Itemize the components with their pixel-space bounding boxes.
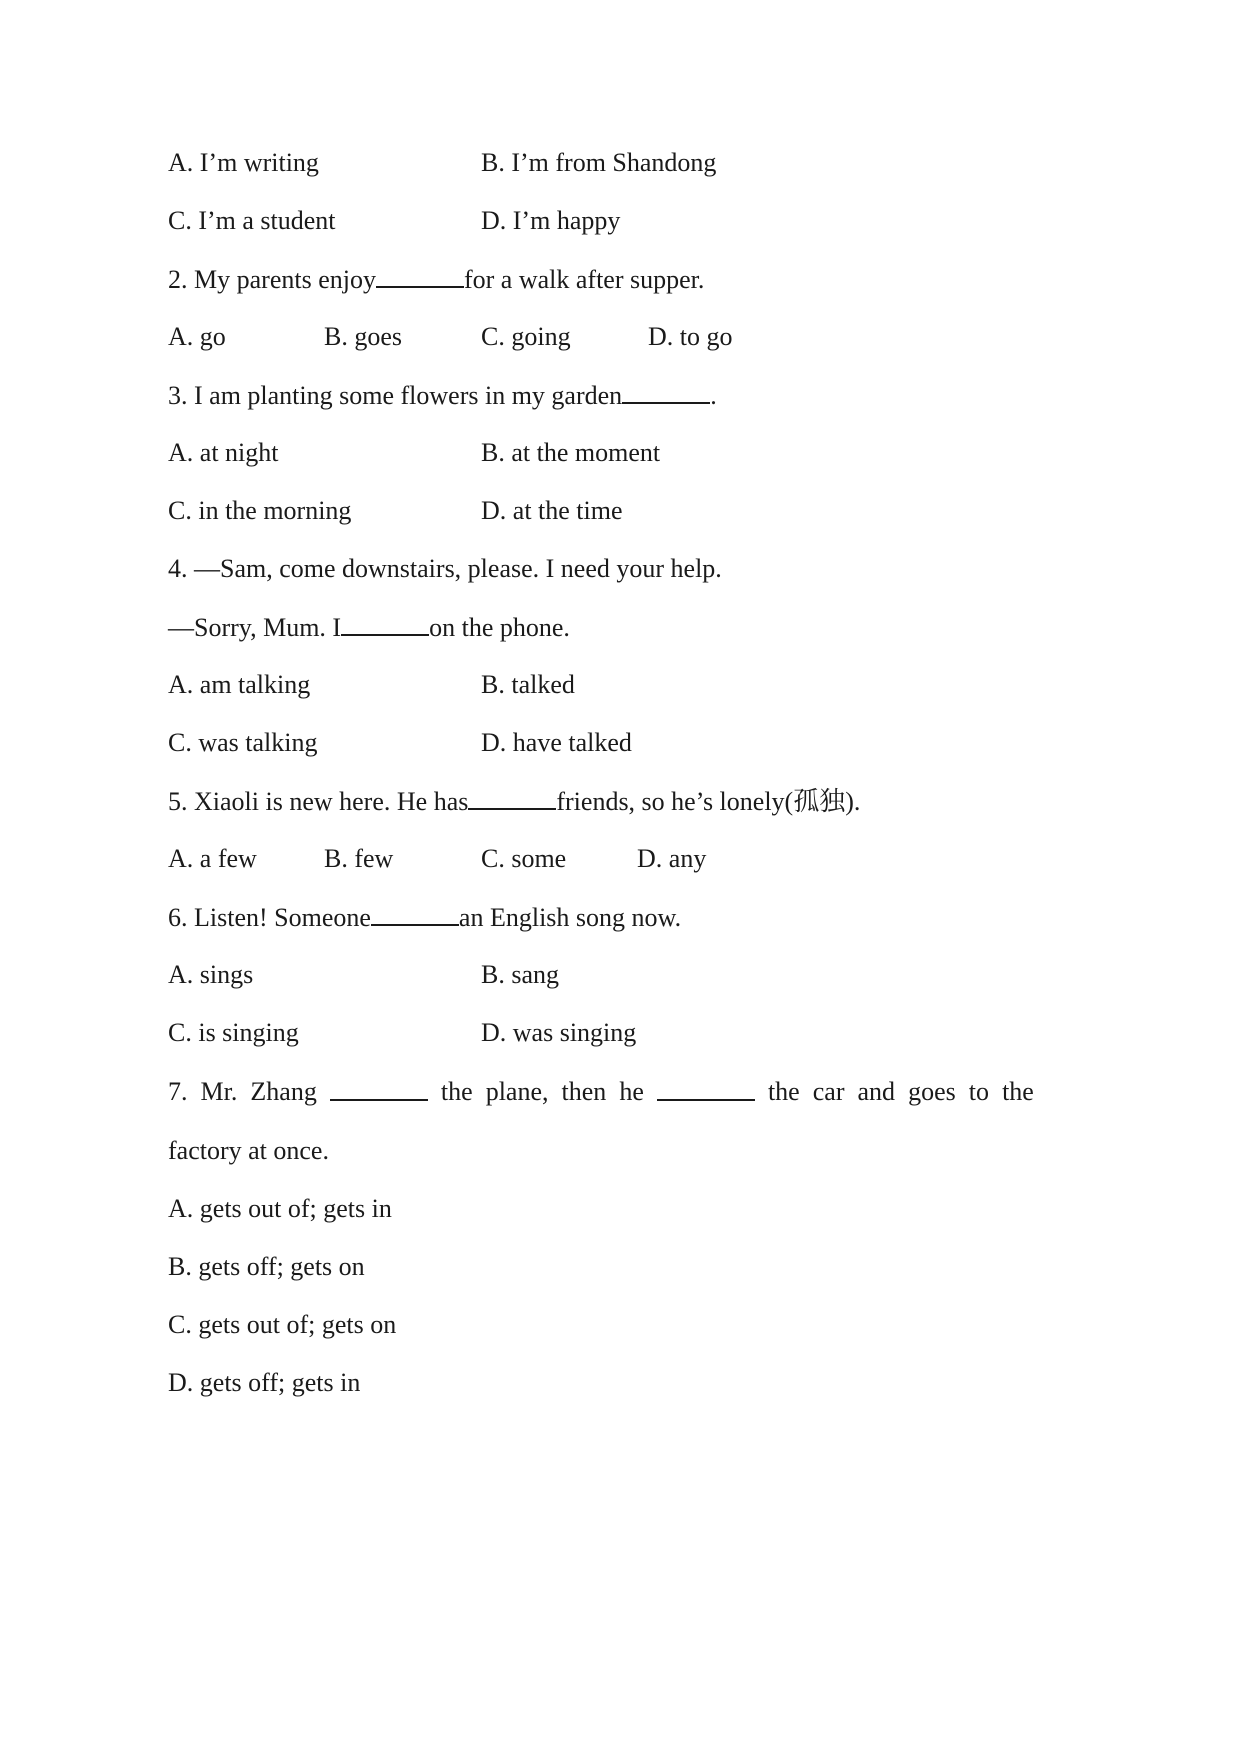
q7-word: goes [908, 1077, 956, 1106]
q2-stem-before: 2. My parents enjoy [168, 265, 376, 294]
q3-stem-after: . [710, 381, 717, 410]
q7-word: and [857, 1077, 896, 1106]
q3-option-d: D. at the time [481, 496, 623, 525]
q3-option-c: C. in the morning [168, 496, 352, 525]
q6-answer-blank [371, 902, 459, 926]
q5-option-d: D. any [637, 844, 707, 873]
q7-option-d: D. gets off; gets in [168, 1368, 361, 1397]
q2-option-d: D. to go [648, 322, 733, 351]
q5-option-b: B. few [324, 844, 394, 873]
q4-stem-line2 [168, 612, 570, 643]
q7-word: the [440, 1077, 473, 1106]
q2-answer-blank [376, 264, 464, 288]
q5-stem [168, 786, 860, 817]
q5-stem-before: 5. Xiaoli is new here. He has [168, 787, 469, 816]
q6-option-d: D. was singing [481, 1018, 637, 1047]
q3-option-a: A. at night [168, 438, 279, 467]
q1-option-d: D. I’m happy [481, 206, 621, 235]
q3-stem [168, 380, 717, 411]
q7-option-b: B. gets off; gets on [168, 1252, 365, 1281]
q6-stem-after: an English song now. [458, 903, 682, 932]
q7-word: the [767, 1077, 800, 1106]
q7-stem-line1 [168, 1077, 1034, 1107]
q1-option-a: A. I’m writing [168, 148, 319, 177]
q2-option-b: B. goes [324, 322, 402, 351]
q7-word: to [968, 1077, 990, 1106]
q6-option-b: B. sang [481, 960, 559, 989]
q7-option-a: A. gets out of; gets in [168, 1194, 392, 1223]
q3-answer-blank [622, 380, 710, 404]
q6-option-a: A. sings [168, 960, 254, 989]
q7-word: he [619, 1077, 644, 1106]
q2-option-c: C. going [481, 322, 571, 351]
q6-stem [168, 902, 681, 933]
q7-word: then [561, 1077, 607, 1106]
q3-option-b: B. at the moment [481, 438, 661, 467]
q4-line2-after: on the phone. [429, 613, 570, 642]
q4-answer-blank [341, 612, 429, 636]
q7-word: car [812, 1077, 845, 1106]
q2-stem [168, 264, 704, 295]
q4-option-d: D. have talked [481, 728, 632, 757]
q6-stem-before: 6. Listen! Someone [168, 903, 371, 932]
q7-word: Mr. [200, 1077, 238, 1106]
q5-answer-blank [468, 786, 556, 810]
q1-option-c: C. I’m a student [168, 206, 336, 235]
q5-stem-after: friends, so he’s lonely(孤独). [556, 787, 861, 816]
q1-option-b: B. I’m from Shandong [481, 148, 717, 177]
q4-option-c: C. was talking [168, 728, 318, 757]
q7-answer-blank-2 [657, 1077, 755, 1101]
q4-option-a: A. am talking [168, 670, 311, 699]
q7-word: Zhang [250, 1077, 317, 1106]
q7-word: 7. [168, 1077, 188, 1106]
q7-word: the [1002, 1077, 1034, 1106]
q7-stem-line2: factory at once. [168, 1136, 329, 1165]
q7-answer-blank-1 [330, 1077, 428, 1101]
q7-option-c: C. gets out of; gets on [168, 1310, 397, 1339]
q5-option-c: C. some [481, 844, 567, 873]
q6-option-c: C. is singing [168, 1018, 299, 1047]
q2-option-a: A. go [168, 322, 226, 351]
q4-stem-line1: 4. —Sam, come downstairs, please. I need your help. [168, 554, 722, 583]
q4-option-b: B. talked [481, 670, 575, 699]
q7-word: plane, [485, 1077, 549, 1106]
q3-stem-before: 3. I am planting some flowers in my garden [168, 381, 623, 410]
q4-line2-before: —Sorry, Mum. I [168, 613, 342, 642]
q5-option-a: A. a few [168, 844, 257, 873]
q2-stem-after: for a walk after supper. [463, 265, 705, 294]
